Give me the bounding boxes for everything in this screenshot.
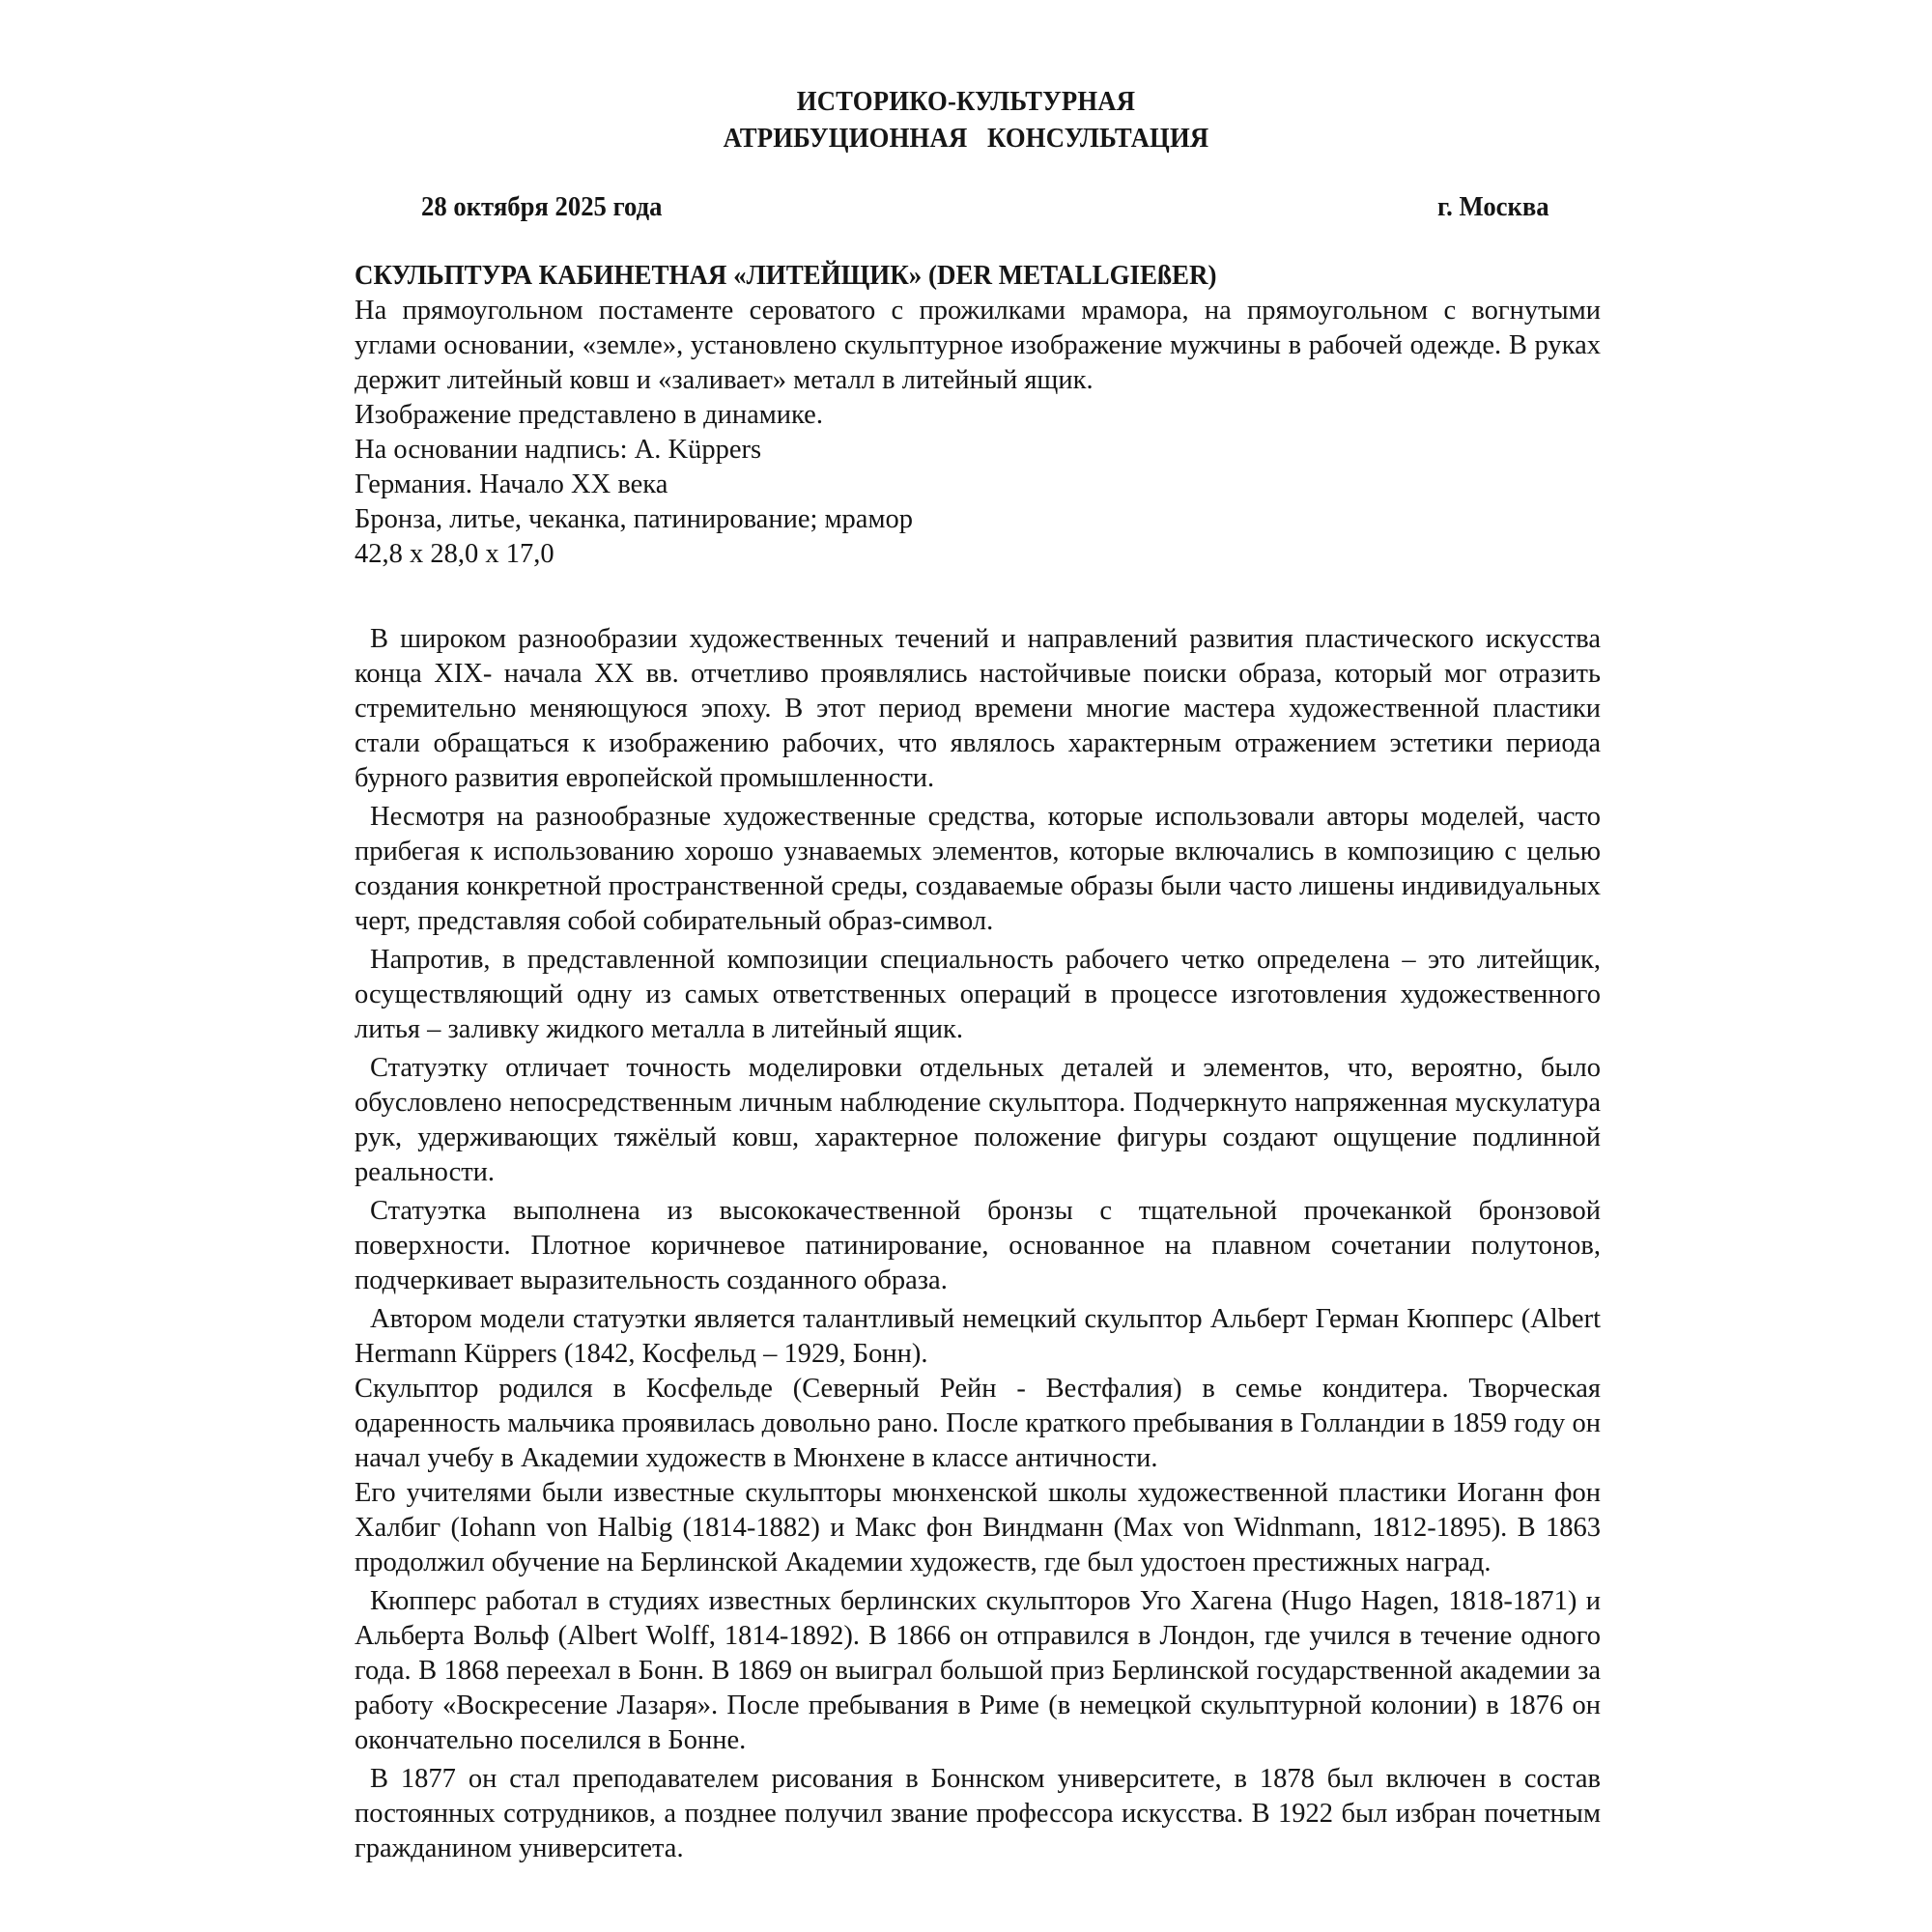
document-body xyxy=(355,257,1601,1866)
title-line-1: ИСТОРИКО-КУЛЬТУРНАЯ xyxy=(796,86,1136,117)
document-date: 28 октября 2025 года xyxy=(421,191,663,222)
body-paragraph: Статуэтку отличает точность моделировки отдельных деталей и элементов, что, вероятно, было обусловлено непосредственным личным наблюдение скульптора. Подчеркнуто напряженная мускулатура рук, удерживающих тяжёлый ковш, характерное положение фигуры создают ощущение подлинной реальности. xyxy=(355,1053,1601,1187)
object-description: На прямоугольном постаменте сероватого с прожилками мрамора, на прямоугольном с вогнутыми углами основании, «земле», установлено скульптурное изображение мужчины в рабочей одежде. В руках держит литейный ковш и «заливает» металл в литейный ящик. xyxy=(355,296,1601,395)
object-heading: СКУЛЬПТУРА КАБИНЕТНАЯ «ЛИТЕЙЩИК» (DER METALLGIEßER) xyxy=(355,260,1217,291)
title-line-2: АТРИБУЦИОННАЯ КОНСУЛЬТАЦИЯ xyxy=(723,123,1209,154)
section-spacer xyxy=(355,572,1601,622)
body-paragraph: Статуэтка выполнена из высококачественной бронзы с тщательной прочеканкой бронзовой поверхности. Плотное коричневое патинирование, основанное на плавном сочетании полутонов, подчеркивает выразительность созданного образа. xyxy=(355,1196,1601,1295)
meta-origin-date: Германия. Начало XX века xyxy=(355,469,668,499)
body-paragraph: Скульптор родился в Косфельде (Северный Рейн - Вестфалия) в семье кондитера. Творческая одаренность мальчика проявилась довольно рано. После краткого пребывания в Голландии в 1859 году он начал учебу в Академии художеств в Мюнхене в классе античности. xyxy=(355,1374,1601,1473)
meta-materials: Бронза, литье, чеканка, патинирование; мрамор xyxy=(355,504,913,534)
body-paragraph: Его учителями были известные скульпторы мюнхенской школы художественной пластики Иоганн фон Халбиг (Iohann von Halbig (1814-1882) и Макс фон Виндманн (Max von Widnmann, 1812-1895). В 1863 продолжил обучение на Берлинской Академии художеств, где был удостоен престижных наград. xyxy=(355,1478,1601,1577)
document-title xyxy=(77,83,1855,156)
body-paragraph: В широком разнообразии художественных течений и направлений развития пластического искусства конца XIX- начала XX вв. отчетливо проявлялись настойчивые поиски образа, который мог отразить стремительно меняющуюся эпоху. В этот период времени многие мастера художественной пластики стали обращаться к изображению рабочих, что являлось характерным отражением эстетики периода бурного развития европейской промышленности. xyxy=(355,624,1601,793)
body-paragraph: Автором модели статуэтки является талантливый немецкий скульптор Альберт Герман Кюпперс (Albert Hermann Küppers (1842, Косфельд – 1929, Бонн). xyxy=(355,1304,1601,1369)
meta-inscription: На основании надпись: A. Küppers xyxy=(355,435,762,465)
body-paragraph: В 1877 он стал преподавателем рисования в Боннском университете, в 1878 был включен в состав постоянных сотрудников, а позднее получил звание профессора искусства. В 1922 был избран почетным гражданином университета. xyxy=(355,1764,1601,1863)
document-city: г. Москва xyxy=(1437,191,1549,222)
body-paragraph: Напротив, в представленной композиции специальность рабочего четко определена – это литейщик, осуществляющий одну из самых ответственных операций в процессе изготовления художественного литья – заливку жидкого металла в литейный ящик. xyxy=(355,945,1601,1044)
body-paragraph: Кюпперс работал в студиях известных берлинских скульпторов Уго Хагена (Hugo Hagen, 1818-1871) и Альберта Вольф (Albert Wolff, 1814-1892). В 1866 он отправился в Лондон, где учился в течение одного года. В 1868 переехал в Бонн. В 1869 он выиграл большой приз Берлинской государственной академии за работу «Воскресение Лазаря». После пребывания в Риме (в немецкой скульптурной колонии) в 1876 он окончательно поселился в Бонне. xyxy=(355,1586,1601,1755)
meta-dimensions: 42,8 х 28,0 х 17,0 xyxy=(355,539,554,569)
meta-dynamics: Изображение представлено в динамике. xyxy=(355,400,823,430)
body-paragraph: Несмотря на разнообразные художественные средства, которые использовали авторы моделей, часто прибегая к использованию хорошо узнаваемых элементов, которые включались в композицию с целью создания конкретной пространственной среды, создаваемые образы были часто лишены индивидуальных черт, представляя собой собирательный образ-символ. xyxy=(355,802,1601,936)
